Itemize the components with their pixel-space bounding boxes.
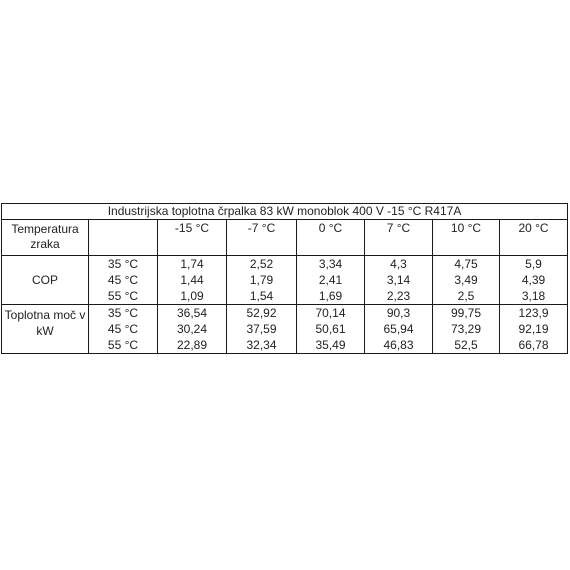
value-cell: 35,49	[297, 337, 365, 354]
header-label: Temperatura zraka	[2, 220, 89, 256]
value-cell: 65,94	[365, 321, 433, 337]
value-cell: 70,14	[297, 305, 365, 322]
water-temp-cell: 55 °C	[89, 288, 158, 305]
value-cell: 1,69	[297, 288, 365, 305]
heat-pump-spec-table	[1, 203, 568, 354]
value-cell: 37,59	[227, 321, 297, 337]
value-cell: 1,79	[227, 272, 297, 288]
value-cell: 36,54	[158, 305, 227, 322]
column-header: 0 °C	[297, 220, 365, 256]
group-label-heating-power: Toplotna moč v kW	[2, 305, 89, 354]
column-header: -7 °C	[227, 220, 297, 256]
value-cell: 3,18	[500, 288, 568, 305]
value-cell: 22,89	[158, 337, 227, 354]
column-header: 7 °C	[365, 220, 433, 256]
water-temp-cell: 55 °C	[89, 337, 158, 354]
value-cell: 1,54	[227, 288, 297, 305]
value-cell: 73,29	[433, 321, 500, 337]
value-cell: 2,5	[433, 288, 500, 305]
value-cell: 66,78	[500, 337, 568, 354]
value-cell: 123,9	[500, 305, 568, 322]
title-row	[2, 204, 568, 220]
group-label-cop: COP	[2, 256, 89, 305]
value-cell: 1,74	[158, 256, 227, 273]
value-cell: 1,09	[158, 288, 227, 305]
value-cell: 3,49	[433, 272, 500, 288]
value-cell: 99,75	[433, 305, 500, 322]
value-cell: 32,34	[227, 337, 297, 354]
value-cell: 92,19	[500, 321, 568, 337]
value-cell: 1,44	[158, 272, 227, 288]
column-header: 20 °C	[500, 220, 568, 256]
value-cell: 46,83	[365, 337, 433, 354]
column-header: -15 °C	[158, 220, 227, 256]
value-cell: 4,3	[365, 256, 433, 273]
value-cell: 52,92	[227, 305, 297, 322]
value-cell: 3,14	[365, 272, 433, 288]
column-header: 10 °C	[433, 220, 500, 256]
value-cell: 4,75	[433, 256, 500, 273]
heat-pump-spec-table-container	[1, 203, 567, 354]
value-cell: 30,24	[158, 321, 227, 337]
table-body	[2, 204, 568, 354]
header-empty-cell	[89, 220, 158, 256]
header-row	[2, 220, 568, 256]
value-cell: 50,61	[297, 321, 365, 337]
value-cell: 2,23	[365, 288, 433, 305]
water-temp-cell: 35 °C	[89, 256, 158, 273]
table-row	[2, 256, 568, 273]
value-cell: 52,5	[433, 337, 500, 354]
value-cell: 2,41	[297, 272, 365, 288]
table-title: Industrijska toplotna črpalka 83 kW monoblok 400 V -15 °C R417A	[2, 204, 568, 220]
value-cell: 4,39	[500, 272, 568, 288]
value-cell: 90,3	[365, 305, 433, 322]
water-temp-cell: 35 °C	[89, 305, 158, 322]
water-temp-cell: 45 °C	[89, 272, 158, 288]
table-row	[2, 305, 568, 322]
water-temp-cell: 45 °C	[89, 321, 158, 337]
value-cell: 5,9	[500, 256, 568, 273]
value-cell: 3,34	[297, 256, 365, 273]
value-cell: 2,52	[227, 256, 297, 273]
